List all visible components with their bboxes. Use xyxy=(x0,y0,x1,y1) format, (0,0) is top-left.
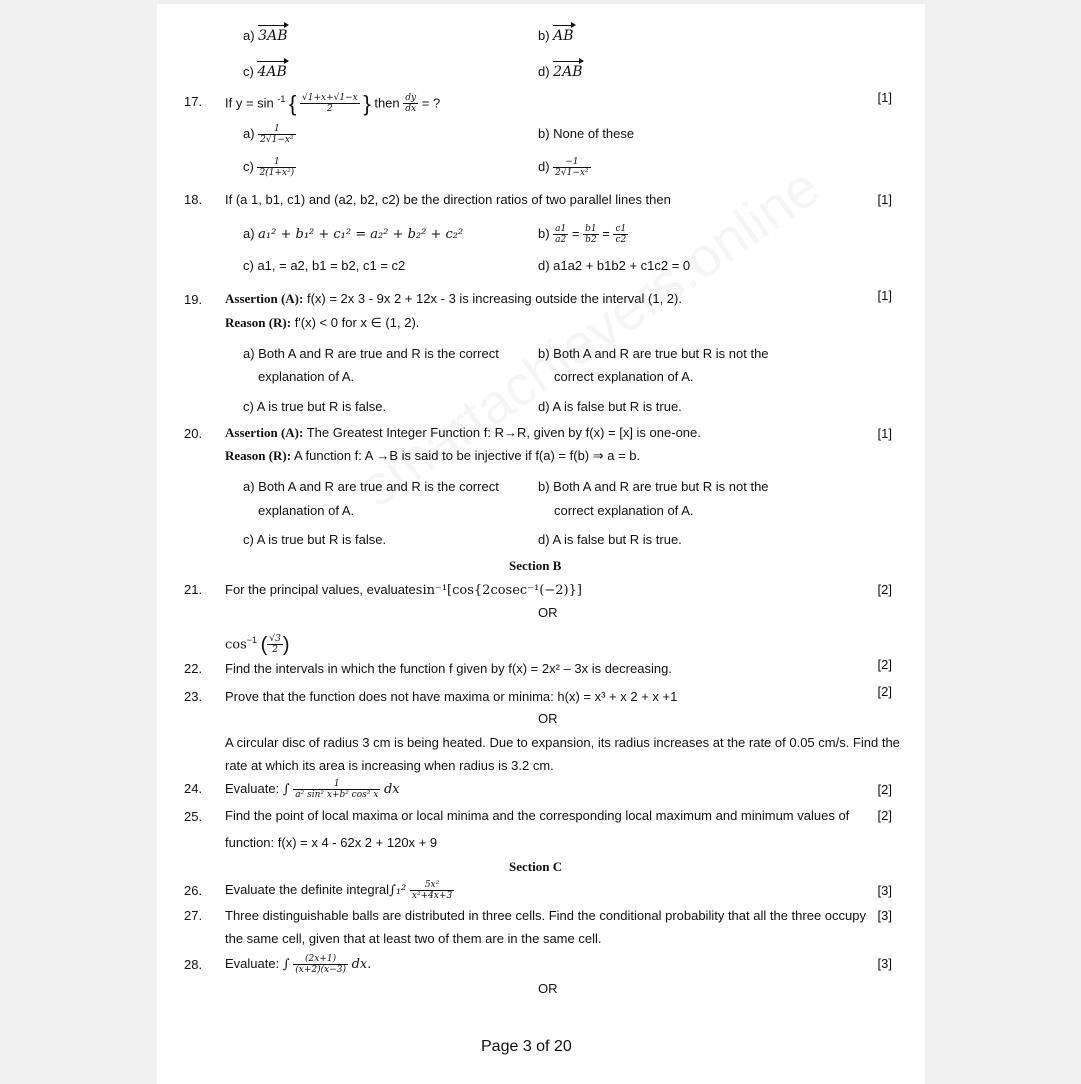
q25-line2: function: f(x) = x 4 - 62x 2 + 120x + 9 xyxy=(225,835,438,850)
q25-number: 25. xyxy=(184,809,203,824)
q24-marks: [2] xyxy=(877,782,892,797)
q19-marks: [1] xyxy=(877,288,892,303)
q20-number: 20. xyxy=(184,426,203,441)
q22-question: Find the intervals in which the function f given by f(x) = 2x² – 3x is decreasing. xyxy=(225,661,672,676)
q20-option-a-line1: a) Both A and R are true and R is the correct xyxy=(243,479,499,494)
q19-number: 19. xyxy=(184,292,203,307)
q17-number: 17. xyxy=(184,94,203,109)
section-b-heading: Section B xyxy=(509,558,562,573)
q17-option-a: a) $\frac{1}{\text{2√1−x²}}$ xyxy=(243,124,294,145)
q18-question: If (a 1, b1, c1) and (a2, b2, c2) be the direction ratios of two parallel lines then xyxy=(225,192,671,207)
q18-option-a: a) a₁² + b₁² + c₁² = a₂² + b₂² + c₂² xyxy=(243,226,464,242)
q21-marks: [2] xyxy=(877,582,892,597)
q20-marks: [1] xyxy=(877,426,892,441)
q23-alt-line2: rate at which its area is increasing when radius is 3.2 cm. xyxy=(225,758,554,773)
q24-question: Evaluate: ∫ $\frac{1}{\text{a² sin² x+b² cos² x}}$ dx xyxy=(225,779,400,801)
page-number-footer: Page 3 of 20 xyxy=(481,1038,572,1055)
q21-alternative: $\cos^{-1}$ ( $\frac{√3}{2}$ ) xyxy=(225,633,290,656)
q17-question: If y = sin $^{-1}$ { $\frac{√1+x+√1-x}{2}$ } then $\frac{dy}{dx}$ = ? xyxy=(225,90,441,116)
exam-page xyxy=(157,4,925,1084)
q24-number: 24. xyxy=(184,781,203,796)
q28-or: OR xyxy=(538,981,558,996)
q28-number: 28. xyxy=(184,957,203,972)
q19-option-b-line2: correct explanation of A. xyxy=(554,369,694,384)
q20-option-a-line2: explanation of A. xyxy=(258,503,355,518)
q25-line1: Find the point of local maxima or local minima and the corresponding local maximum and minimum values of xyxy=(225,808,850,823)
q23-marks: [2] xyxy=(877,684,892,699)
q19-option-d: d) A is false but R is true. xyxy=(538,399,682,414)
q27-number: 27. xyxy=(184,908,203,923)
q21-question: For the principal values, evaluatesin⁻¹[cos{2cosec⁻¹(−2)}] xyxy=(225,582,582,598)
q25-marks: [2] xyxy=(877,808,892,823)
q20-option-d: d) A is false but R is true. xyxy=(538,532,682,547)
q27-line2: the same cell, given that at least two of them are in the same cell. xyxy=(225,931,602,946)
q27-marks: [3] xyxy=(877,908,892,923)
q19-option-a-line2: explanation of A. xyxy=(258,369,355,384)
q26-number: 26. xyxy=(184,883,203,898)
q17-option-d: d) $\frac{-1}{\text{2√1−x²}}$ xyxy=(538,157,589,178)
q22-marks: [2] xyxy=(877,657,892,672)
q20-option-c: c) A is true but R is false. xyxy=(243,532,387,547)
q20-reason: Reason (R): A function f: A →B is said to be injective if f(a) = f(b) ⇒ a = b. xyxy=(225,448,641,463)
q28-question: Evaluate: ∫ $\frac{(2x+1)}{(x+2)(x-3)}$ dx. xyxy=(225,954,372,976)
q23-or: OR xyxy=(538,711,558,726)
q17-marks: [1] xyxy=(877,90,892,105)
q17-option-b: b) None of these xyxy=(538,126,635,141)
section-c-heading: Section C xyxy=(509,859,563,874)
q22-number: 22. xyxy=(184,661,203,676)
q21-number: 21. xyxy=(184,582,203,597)
q17-option-c: c) $\frac{1}{\text{2(1+x²)}}$ xyxy=(243,157,295,178)
q18-marks: [1] xyxy=(877,192,892,207)
q19-assertion: Assertion (A): f(x) = 2x 3 - 9x 2 + 12x - 3 is increasing outside the interval (1, 2). xyxy=(225,291,682,306)
q16-option-c: c) 4AB xyxy=(243,58,287,80)
q16-option-b: b) AB xyxy=(538,22,574,44)
q16-option-d: d) 2AB xyxy=(538,58,582,80)
q18-option-b: b) $\frac{a1}{a2}$ = $\frac{b1}{b2}$ = $\frac{c1}{c2}$ xyxy=(538,224,627,245)
q16-option-a: a) 3AB xyxy=(243,22,287,44)
q19-option-b-line1: b) Both A and R are true but R is not the xyxy=(538,346,769,361)
q23-alt-line1: A circular disc of radius 3 cm is being heated. Due to expansion, its radius increases at the rate of 0.05 cm/s. Find the xyxy=(225,735,900,750)
q27-line1: Three distinguishable balls are distributed in three cells. Find the conditional probability that all the three occupy xyxy=(225,908,866,923)
q20-option-b-line1: b) Both A and R are true but R is not the xyxy=(538,479,769,494)
q23-number: 23. xyxy=(184,689,203,704)
q18-option-d: d) a1a2 + b1b2 + c1c2 = 0 xyxy=(538,258,691,273)
q18-number: 18. xyxy=(184,192,203,207)
q26-question: Evaluate the definite integral∫₁² $\frac{\text{5x²}}{\text{x²+4x+3}}$ xyxy=(225,880,453,902)
q19-option-c: c) A is true but R is false. xyxy=(243,399,387,414)
q18-option-c: c) a1, = a2, b1 = b2, c1 = c2 xyxy=(243,258,406,273)
q21-or: OR xyxy=(538,605,558,620)
q19-option-a-line1: a) Both A and R are true and R is the correct xyxy=(243,346,499,361)
q23-question: Prove that the function does not have maxima or minima: h(x) = x³ + x 2 + x +1 xyxy=(225,689,678,704)
q20-assertion: Assertion (A): The Greatest Integer Function f: R→R, given by f(x) = [x] is one-one. xyxy=(225,425,701,440)
q19-reason: Reason (R): f'(x) < 0 for x ∈ (1, 2). xyxy=(225,315,420,330)
q28-marks: [3] xyxy=(877,956,892,971)
q26-marks: [3] xyxy=(877,883,892,898)
q20-option-b-line2: correct explanation of A. xyxy=(554,503,694,518)
watermark xyxy=(348,154,831,520)
